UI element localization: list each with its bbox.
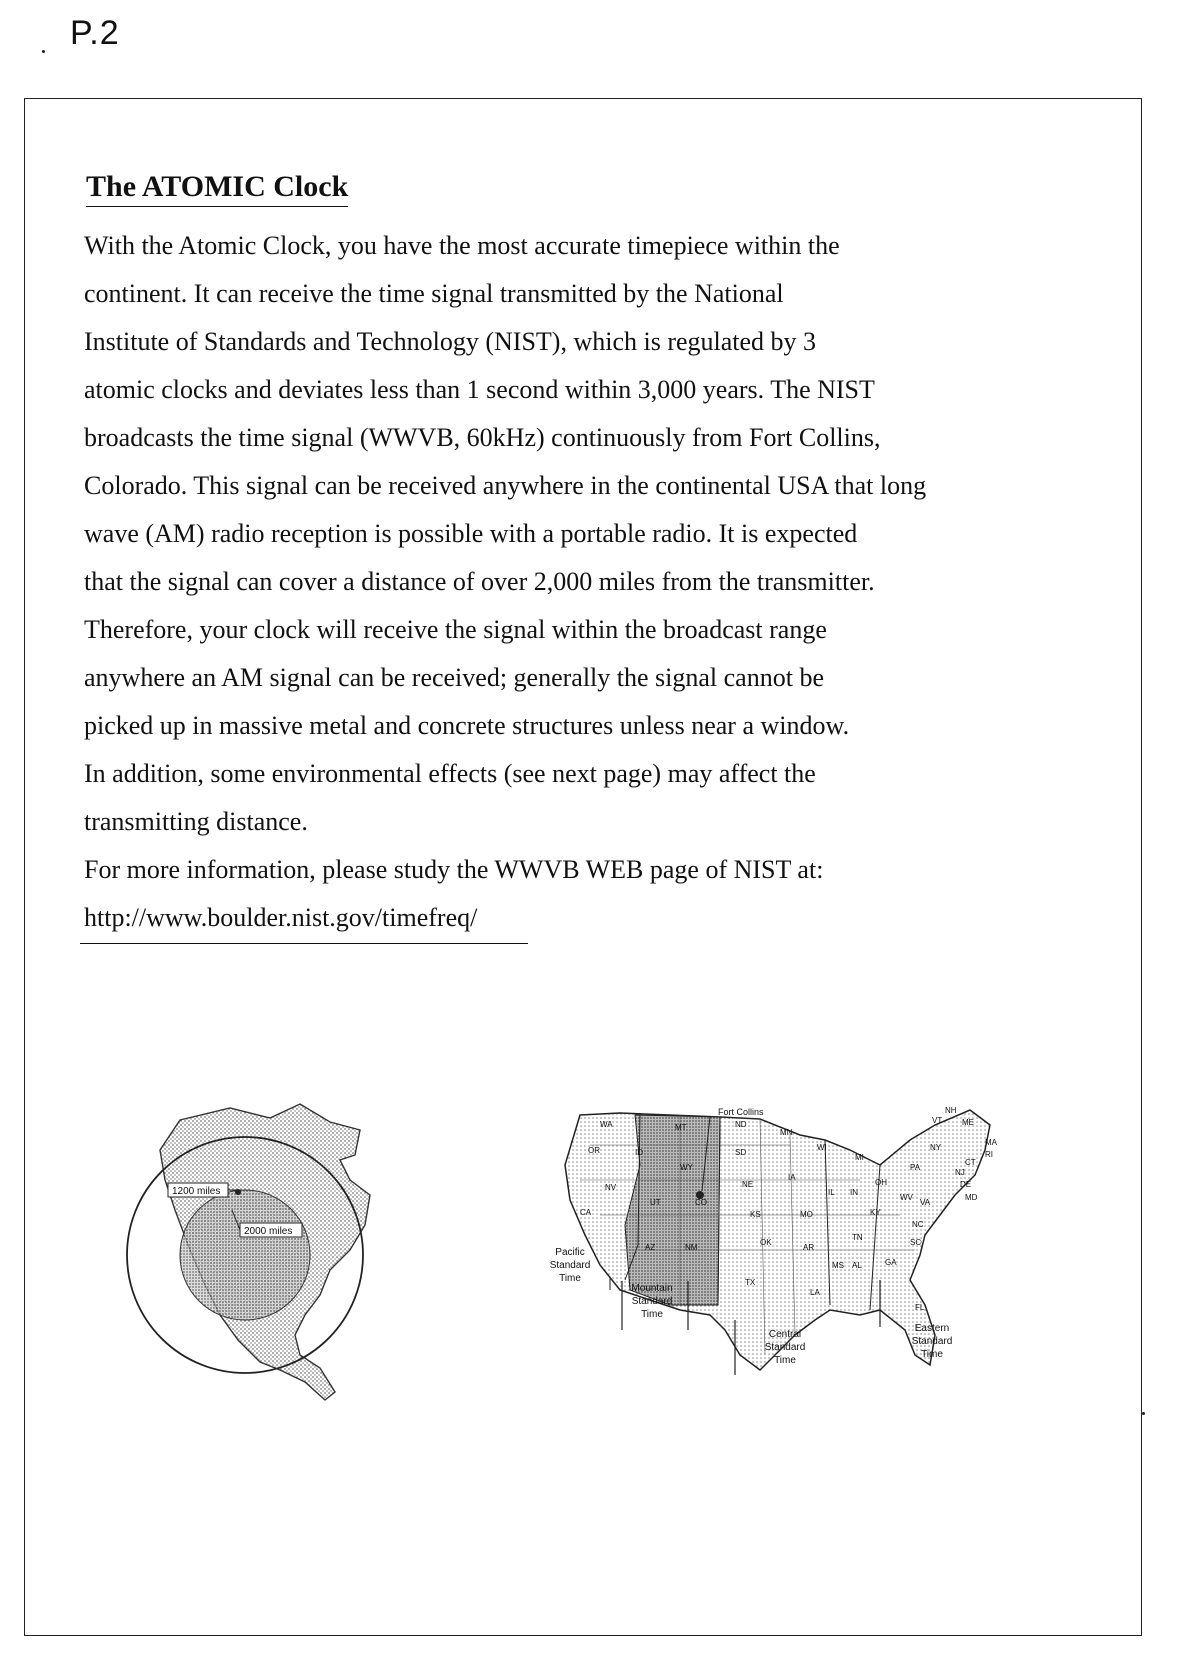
page-number: P.2 xyxy=(70,14,120,52)
state-label-wi: WI xyxy=(817,1143,827,1152)
body-line: With the Atomic Clock, you have the most accurate timepiece within the xyxy=(84,231,840,260)
state-label-az: AZ xyxy=(645,1243,656,1252)
transmitter-label: Fort Collins xyxy=(718,1107,764,1117)
state-label-ga: GA xyxy=(885,1258,897,1267)
svg-text:Standard: Standard xyxy=(764,1342,806,1353)
state-label-ar: AR xyxy=(803,1243,815,1252)
state-label-va: VA xyxy=(920,1198,931,1207)
body-line: picked up in massive metal and concrete structures unless near a window. xyxy=(84,711,850,740)
state-label-md: MD xyxy=(965,1193,978,1202)
transmitter-icon xyxy=(235,1189,241,1195)
zone-label-central xyxy=(765,1329,806,1366)
state-label-mi: MI xyxy=(855,1153,864,1162)
state-label-tx: TX xyxy=(745,1278,756,1287)
nist-url-link[interactable]: http://www.boulder.nist.gov/timefreq/ xyxy=(84,903,478,932)
state-label-fl: FL xyxy=(915,1303,925,1312)
body-line: atomic clocks and deviates less than 1 second within 3,000 years. The NIST xyxy=(84,375,875,404)
zone-label-mountain xyxy=(631,1283,672,1320)
svg-text:Central: Central xyxy=(768,1329,802,1340)
outer-range-label: 2000 miles xyxy=(244,1226,293,1237)
state-label-nc: NC xyxy=(912,1220,924,1229)
state-label-sd: SD xyxy=(735,1148,747,1157)
state-label-la: LA xyxy=(810,1288,820,1297)
body-line: continent. It can receive the time signal transmitted by the National xyxy=(84,279,784,308)
state-label-or: OR xyxy=(588,1146,600,1155)
state-label-id: ID xyxy=(635,1148,643,1157)
state-label-ca: CA xyxy=(580,1208,592,1217)
article-title: The ATOMIC Clock xyxy=(86,170,348,207)
state-label-in: IN xyxy=(850,1188,858,1197)
state-label-wa: WA xyxy=(600,1120,613,1129)
state-label-ia: IA xyxy=(788,1173,796,1182)
state-label-oh: OH xyxy=(875,1178,887,1187)
state-label-ks: KS xyxy=(750,1210,761,1219)
state-label-nd: ND xyxy=(735,1120,747,1129)
state-label-de: DE xyxy=(960,1180,972,1189)
inner-range-circle xyxy=(180,1190,310,1320)
state-label-ok: OK xyxy=(760,1238,772,1247)
state-label-mn: MN xyxy=(780,1128,793,1137)
range-map xyxy=(120,1100,420,1425)
scan-speck xyxy=(42,50,45,53)
svg-text:Standard: Standard xyxy=(549,1260,591,1271)
state-label-ut: UT xyxy=(650,1198,661,1207)
svg-text:Time: Time xyxy=(921,1349,943,1360)
article-body xyxy=(84,222,1084,942)
state-label-sc: SC xyxy=(910,1238,922,1247)
state-label-ma: MA xyxy=(985,1138,997,1147)
state-label-ri: RI xyxy=(985,1150,993,1159)
state-label-il: IL xyxy=(828,1188,835,1197)
state-label-nm: NM xyxy=(685,1243,698,1252)
state-label-vt: VT xyxy=(932,1116,943,1125)
url-underline xyxy=(80,943,528,944)
body-line: In addition, some environmental effects (see next page) may affect the xyxy=(84,759,816,788)
range-map-svg xyxy=(120,1100,420,1420)
timezone-map xyxy=(549,1105,1060,1470)
svg-text:Eastern: Eastern xyxy=(914,1323,950,1334)
body-line: transmitting distance. xyxy=(84,807,308,836)
state-label-co: CO xyxy=(695,1198,707,1207)
state-label-mt: MT xyxy=(675,1123,687,1132)
state-label-tn: TN xyxy=(852,1233,863,1242)
svg-text:Mountain: Mountain xyxy=(631,1283,673,1294)
state-label-ne: NE xyxy=(742,1180,754,1189)
svg-text:Time: Time xyxy=(641,1309,663,1320)
body-line: For more information, please study the WWVB WEB page of NIST at: xyxy=(84,855,824,884)
svg-text:Standard: Standard xyxy=(631,1296,673,1307)
state-label-wy: WY xyxy=(680,1163,693,1172)
state-label-mo: MO xyxy=(800,1210,813,1219)
scan-speck xyxy=(1142,1412,1145,1415)
state-label-ny: NY xyxy=(930,1143,942,1152)
body-line: anywhere an AM signal can be received; generally the signal cannot be xyxy=(84,663,824,692)
inner-range-label: 1200 miles xyxy=(172,1186,221,1197)
svg-text:Time: Time xyxy=(559,1273,581,1284)
state-label-al: AL xyxy=(852,1261,862,1270)
state-label-nj: NJ xyxy=(955,1168,965,1177)
state-label-ms: MS xyxy=(832,1261,844,1270)
body-line: wave (AM) radio reception is possible with a portable radio. It is expected xyxy=(84,519,858,548)
state-label-ky: KY xyxy=(870,1208,881,1217)
body-line: Colorado. This signal can be received anywhere in the continental USA that long xyxy=(84,471,927,500)
timezone-map-svg xyxy=(549,1105,1060,1465)
svg-text:Time: Time xyxy=(774,1355,796,1366)
svg-text:Pacific: Pacific xyxy=(555,1247,585,1258)
body-line: Institute of Standards and Technology (NIST), which is regulated by 3 xyxy=(84,327,817,356)
state-label-me: ME xyxy=(962,1118,974,1127)
state-label-nh: NH xyxy=(945,1106,957,1115)
body-line: that the signal can cover a distance of over 2,000 miles from the transmitter. xyxy=(84,567,875,596)
svg-text:Standard: Standard xyxy=(911,1336,953,1347)
state-label-ct: CT xyxy=(965,1158,976,1167)
body-line: Therefore, your clock will receive the signal within the broadcast range xyxy=(84,615,827,644)
state-label-nv: NV xyxy=(605,1183,617,1192)
state-label-wv: WV xyxy=(900,1193,913,1202)
state-label-pa: PA xyxy=(910,1163,921,1172)
body-line: broadcasts the time signal (WWVB, 60kHz) continuously from Fort Collins, xyxy=(84,423,881,452)
